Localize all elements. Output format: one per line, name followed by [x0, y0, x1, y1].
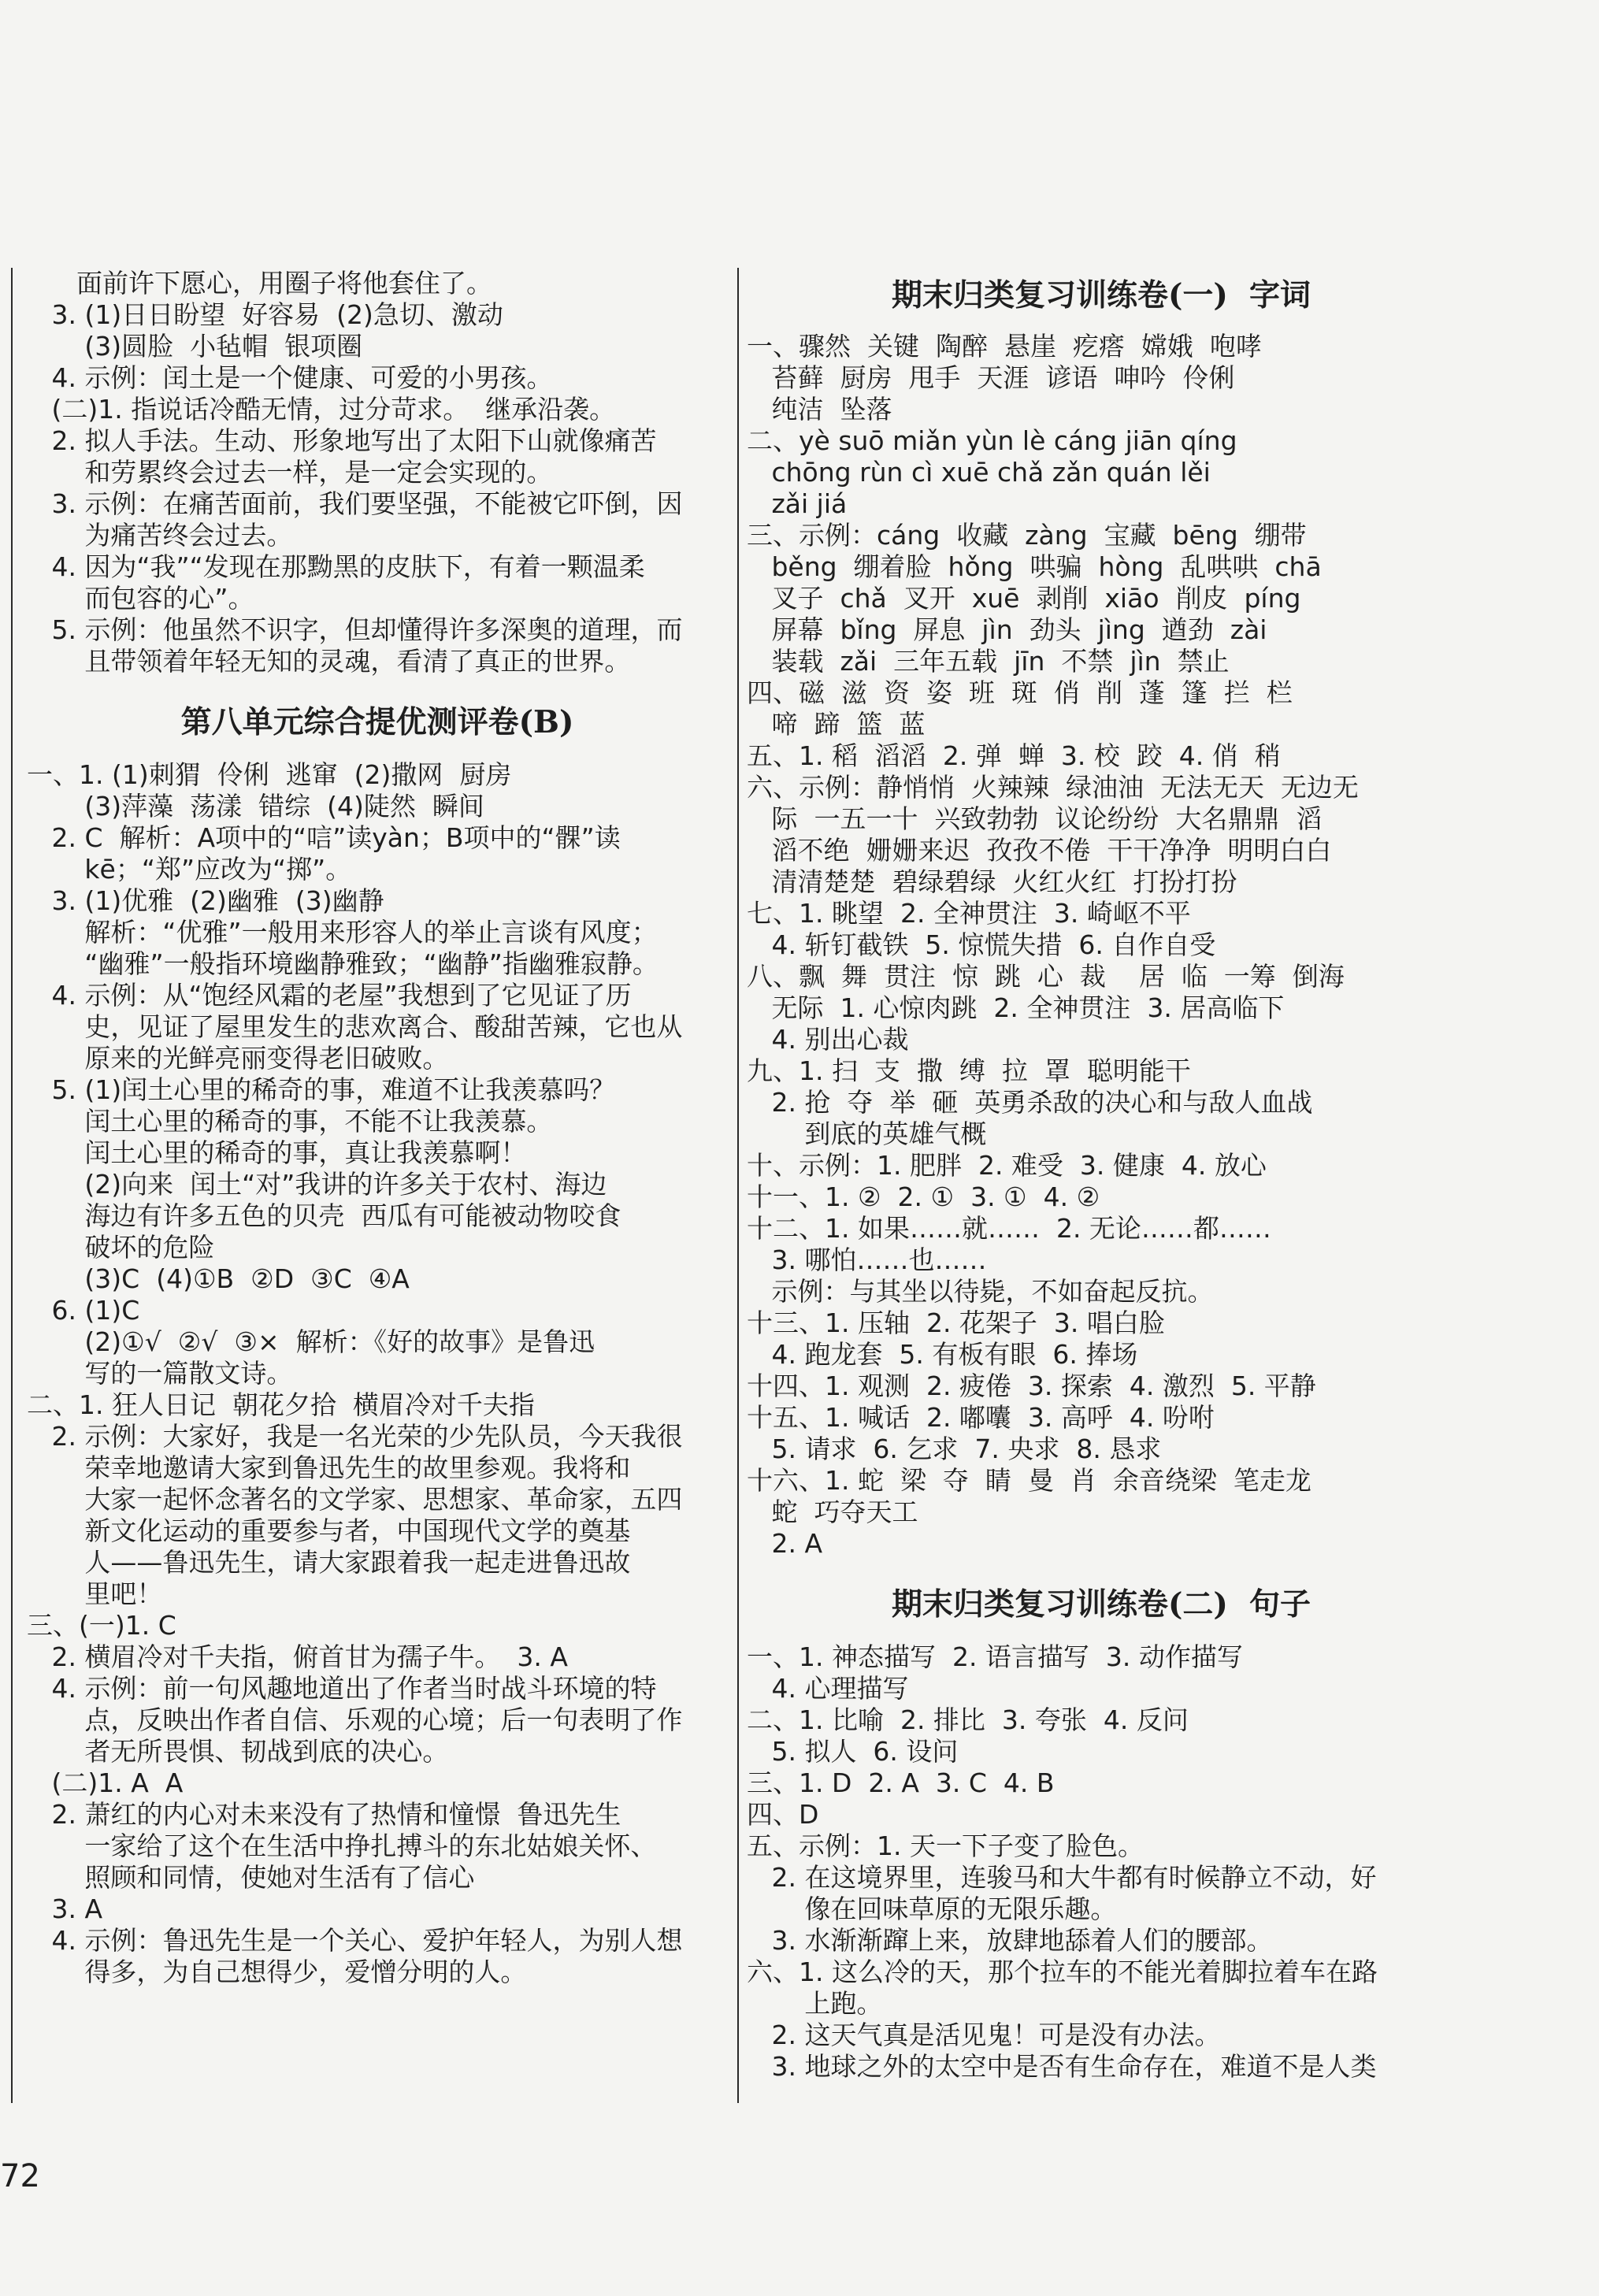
answer-line: 三、1. D 2. A 3. C 4. B — [747, 1767, 1055, 1798]
answer-line: 一家给了这个在生活中挣扎搏斗的东北姑娘关怀、 — [27, 1830, 657, 1861]
unit8-heading: 第八单元综合提优测评卷(B) — [180, 704, 574, 740]
answer-line: zǎi jiá — [747, 488, 848, 519]
answer-line: 史，见证了屋里发生的悲欢离合、酸甜苦辣，它也从 — [27, 1011, 683, 1042]
answer-line: 十五、1. 喊话 2. 嘟囔 3. 高呼 4. 吩咐 — [747, 1402, 1215, 1433]
answer-line: 3. 哪怕……也…… — [747, 1244, 987, 1275]
answer-line: 海边有许多五色的贝壳 西瓜有可能被动物咬食 — [27, 1200, 621, 1231]
page-number: 72 — [0, 2158, 40, 2194]
answer-line: 而包容的心”。 — [27, 583, 254, 614]
answer-line: 叉子 chǎ 叉开 xuē 剥削 xiāo 削皮 píng — [747, 583, 1301, 614]
answer-line: (二)1. A A — [27, 1767, 184, 1798]
answer-line: 和劳累终会过去一样，是一定会实现的。 — [27, 457, 553, 488]
answer-line: 十六、1. 蛇 梁 夺 睛 曼 肖 余音绕梁 笔走龙 — [747, 1465, 1311, 1496]
answer-line: 屏幕 bǐng 屏息 jìn 劲头 jìng 遒劲 zài — [747, 614, 1267, 645]
answer-line: 2. A — [747, 1528, 823, 1559]
answer-line: 4. 因为“我”“发现在那黝黑的皮肤下，有着一颗温柔 — [27, 551, 645, 582]
answer-line: 3. A — [27, 1894, 103, 1924]
answer-line: 原来的光鲜亮丽变得老旧破败。 — [27, 1043, 449, 1074]
answer-line: 3. 水渐渐蹿上来，放肆地舔着人们的腰部。 — [747, 1925, 1273, 1956]
answer-line: (2)向来 闰土“对”我讲的许多关于农村、海边 — [27, 1169, 607, 1200]
answer-line: 5. 请求 6. 乞求 7. 央求 8. 恳求 — [747, 1434, 1162, 1464]
answer-line: 二、1. 比喻 2. 排比 3. 夸张 4. 反问 — [747, 1704, 1189, 1735]
answer-line: 破坏的危险 — [27, 1232, 215, 1263]
answer-line: 四、D — [747, 1799, 819, 1830]
answer-line: 为痛苦终会过去。 — [27, 520, 293, 551]
answer-line: 5. (1)闰土心里的稀奇的事，难道不让我羡慕吗？ — [27, 1074, 616, 1105]
answer-line: chōng rùn cì xuē chǎ zǎn quán lěi — [747, 457, 1211, 488]
answer-line: 3. 地球之外的太空中是否有生命存在，难道不是人类 — [747, 2051, 1377, 2082]
answer-line: 4. 跑龙套 5. 有板有眼 6. 捧场 — [747, 1339, 1138, 1370]
answer-line: 照顾和同情，使她对生活有了信心 — [27, 1862, 475, 1893]
answer-line: (3)萍藻 荡漾 错综 (4)陡然 瞬间 — [27, 791, 484, 822]
answer-line: 4. 示例：鲁迅先生是一个关心、爱护年轻人，为别人想 — [27, 1925, 683, 1956]
answer-line: 3. (1)日日盼望 好容易 (2)急切、激动 — [27, 299, 503, 330]
left-column — [27, 268, 728, 1988]
answer-line: (3)圆脸 小毡帽 银项圈 — [27, 331, 363, 362]
review-1-answers — [747, 331, 1456, 1560]
answer-line: 滔不绝 姗姗来迟 孜孜不倦 干干净净 明明白白 — [747, 835, 1332, 866]
answer-line: (2)①√ ②√ ③× 解析：《好的故事》是鲁迅 — [27, 1326, 595, 1357]
review-2-heading: 期末归类复习训练卷(二) 句子 — [891, 1586, 1311, 1623]
answer-line: 五、示例：1. 天一下子变了脸色。 — [747, 1830, 1144, 1861]
answer-line: 里吧！ — [27, 1578, 163, 1609]
answer-line: (二)1. 指说话冷酷无情，过分苛求。 继承沿袭。 — [27, 394, 616, 425]
answer-line: 3. (1)优雅 (2)幽雅 (3)幽静 — [27, 885, 384, 916]
answer-line: 七、1. 眺望 2. 全神贯注 3. 崎岖不平 — [747, 898, 1191, 929]
answer-line: kē；“郑”应改为“掷”。 — [27, 854, 352, 885]
answer-line: 二、yè suō miǎn yùn lè cáng jiān qíng — [747, 425, 1237, 456]
answer-line: “幽雅”一般指环境幽静雅致；“幽静”指幽雅寂静。 — [27, 948, 659, 979]
answer-line: 六、1. 这么冷的天，那个拉车的不能光着脚拉着车在路 — [747, 1957, 1378, 1987]
answer-line: 示例：与其坐以待毙，不如奋起反抗。 — [747, 1276, 1214, 1307]
answer-line: 十三、1. 压轴 2. 花架子 3. 唱白脸 — [747, 1307, 1165, 1338]
answer-line: 到底的英雄气概 — [747, 1118, 987, 1149]
answer-line: 九、1. 扫 支 撒 缚 拉 罩 聪明能干 — [747, 1055, 1191, 1086]
answer-line: (3)C (4)①B ②D ③C ④A — [27, 1263, 410, 1294]
answer-line: 五、1. 稻 滔滔 2. 弹 蝉 3. 校 跤 4. 俏 稍 — [747, 740, 1281, 771]
answer-line: 纯洁 坠落 — [747, 394, 892, 425]
answer-line: 解析：“优雅”一般用来形容人的举止言谈有风度； — [27, 917, 658, 948]
answer-line: 2. 拟人手法。生动、形象地写出了太阳下山就像痛苦 — [27, 425, 657, 456]
answer-line: 2. 在这境界里，连骏马和大牛都有时候静立不动，好 — [747, 1862, 1377, 1893]
answer-line: 2. 横眉冷对千夫指，俯首甘为孺子牛。 3. A — [27, 1641, 568, 1672]
answer-line: 得多，为自己想得少，爱憎分明的人。 — [27, 1957, 527, 1987]
right-column — [747, 268, 1456, 2083]
answer-line: 荣幸地邀请大家到鲁迅先生的故里参观。我将和 — [27, 1452, 631, 1483]
answer-line: 六、示例：静悄悄 火辣辣 绿油油 无法无天 无边无 — [747, 772, 1359, 803]
review-2-answers — [747, 1641, 1456, 2083]
answer-line: 5. 示例：他虽然不识字，但却懂得许多深奥的道理，而 — [27, 614, 683, 645]
answer-line: 三、示例：cáng 收藏 zàng 宝藏 bēng 绷带 — [747, 520, 1307, 551]
answer-line: 人——鲁迅先生，请大家跟着我一起走进鲁迅故 — [27, 1547, 631, 1578]
answer-line: 新文化运动的重要参与者，中国现代文学的奠基 — [27, 1515, 631, 1546]
answer-line: 十四、1. 观测 2. 疲倦 3. 探索 4. 激烈 5. 平静 — [747, 1371, 1316, 1401]
answer-line: 装载 zǎi 三年五载 jīn 不禁 jìn 禁止 — [747, 646, 1230, 677]
answer-line: 点，反映出作者自信、乐观的心境；后一句表明了作 — [27, 1704, 683, 1735]
left-margin-rule — [11, 268, 13, 2103]
answer-line: 2. 示例：大家好，我是一名光荣的少先队员，今天我很 — [27, 1421, 683, 1452]
answer-line: 2. C 解析：A项中的“唁”读yàn；B项中的“髁”读 — [27, 822, 621, 853]
answer-line: 一、骤然 关键 陶醉 悬崖 疙瘩 嫦娥 咆哮 — [747, 331, 1262, 362]
answer-line: 者无所畏惧、韧战到底的决心。 — [27, 1736, 449, 1767]
answer-line: 八、飘 舞 贯注 惊 跳 心 裁 居 临 一筹 倒海 — [747, 961, 1345, 992]
answer-line: 4. 示例：从“饱经风霜的老屋”我想到了它见证了历 — [27, 980, 632, 1011]
answer-line: 无际 1. 心惊肉跳 2. 全神贯注 3. 居高临下 — [747, 992, 1285, 1023]
answer-line: 面前许下愿心，用圈子将他套住了。 — [27, 268, 492, 299]
answer-line: běng 绷着脸 hǒng 哄骗 hòng 乱哄哄 chā — [747, 551, 1322, 582]
answer-line: 一、1. 神态描写 2. 语言描写 3. 动作描写 — [747, 1641, 1243, 1672]
answer-line: 4. 心理描写 — [747, 1673, 909, 1704]
answer-line: 2. 萧红的内心对未来没有了热情和憧憬 鲁迅先生 — [27, 1799, 621, 1830]
answer-line: 一、1. (1)刺猬 伶俐 逃窜 (2)撒网 厨房 — [27, 759, 512, 790]
answer-line: 十一、1. ② 2. ① 3. ① 4. ② — [747, 1181, 1100, 1212]
answer-line: 像在回味草原的无限乐趣。 — [747, 1894, 1117, 1924]
left-top-answers — [27, 268, 728, 677]
answer-line: 4. 示例：闰土是一个健康、可爱的小男孩。 — [27, 362, 553, 393]
answer-line: 三、(一)1. C — [27, 1610, 176, 1641]
answer-line: 苔藓 厨房 甩手 天涯 谚语 呻吟 伶俐 — [747, 362, 1235, 393]
review-1-heading: 期末归类复习训练卷(一) 字词 — [891, 277, 1311, 313]
answer-line: 大家一起怀念著名的文学家、思想家、革命家，五四 — [27, 1484, 683, 1515]
answer-line: 十二、1. 如果……就…… 2. 无论……都…… — [747, 1213, 1271, 1244]
answer-line: 上跑。 — [747, 1988, 883, 2019]
column-divider — [737, 268, 739, 2103]
answer-line: 5. 拟人 6. 设问 — [747, 1736, 959, 1767]
answer-line: 二、1. 狂人日记 朝花夕拾 横眉冷对千夫指 — [27, 1389, 535, 1420]
answer-line: 4. 斩钉截铁 5. 惊慌失措 6. 自作自受 — [747, 929, 1216, 960]
answer-line: 2. 这天气真是活见鬼！可是没有办法。 — [747, 2020, 1221, 2050]
answer-line: 际 一五一十 兴致勃勃 议论纷纷 大名鼎鼎 滔 — [747, 803, 1323, 834]
answer-line: 3. 示例：在痛苦面前，我们要坚强，不能被它吓倒，因 — [27, 488, 683, 519]
answer-line: 4. 示例：前一句风趣地道出了作者当时战斗环境的特 — [27, 1673, 657, 1704]
answer-line: 闰土心里的稀奇的事，不能不让我羡慕。 — [27, 1106, 553, 1137]
answer-line: 清清楚楚 碧绿碧绿 火红火红 打扮打扮 — [747, 866, 1237, 897]
answer-line: 十、示例：1. 肥胖 2. 难受 3. 健康 4. 放心 — [747, 1150, 1267, 1181]
answer-line: 写的一篇散文诗。 — [27, 1358, 293, 1389]
answer-line: 4. 别出心裁 — [747, 1024, 909, 1055]
answer-line: 啼 蹄 篮 蓝 — [747, 709, 926, 740]
answer-line: 蛇 巧夺天工 — [747, 1497, 918, 1527]
answer-line: 6. (1)C — [27, 1295, 140, 1326]
left-bottom-answers — [27, 759, 728, 1988]
answer-line: 且带领着年轻无知的灵魂，看清了真正的世界。 — [27, 646, 631, 677]
answer-line: 四、磁 滋 资 姿 班 斑 俏 削 蓬 篷 拦 栏 — [747, 677, 1293, 708]
answer-line: 2. 抢 夺 举 砸 英勇杀敌的决心和与敌人血战 — [747, 1087, 1313, 1118]
answer-line: 闰土心里的稀奇的事，真让我羡慕啊！ — [27, 1137, 527, 1168]
